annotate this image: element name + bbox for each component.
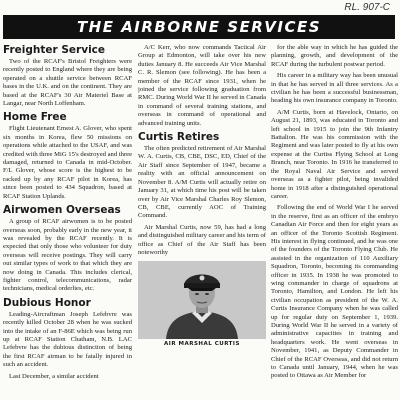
column-2 — [138, 44, 266, 400]
paragraph: Two of the RCAF's Bristol Freighters were recently posted to England where they are being operated on a shuttle service between RCAF bases in the U.K. and on the continent. They are based at the RCAF's 30 Air Materiel Base at Langar, near North Loffenham. — [3, 58, 132, 108]
portrait-illustration — [138, 261, 266, 339]
paragraph: Air Marshal Curtis, now 59, has had a long and distinguished military career and his term of office as Chief of the Air Staff has been noteworthy — [138, 223, 266, 256]
portrait-photo — [138, 261, 266, 339]
paragraph: A/M Curtis, born at Havelock, Ontario, on August 21, 1893, was educated in Toronto and left school in 1915 to join the 9th Infantry Battalion. He was his commission with the Regiment and was later posted to fly at his own expense at the Curtiss Flying School at Long Branch, near Toronto. In 1916 he transferred to the Royal Naval Air Service and served overseas as a fighter pilot, being invalided home in 1918 after a distinguished operational career. — [271, 108, 398, 200]
column-1 — [3, 44, 132, 400]
paragraph: His career in a military way has been unusual in that he has served in all three services. As a civilian he has been a successful businessman, heading his own insurance company in Toronto. — [271, 72, 398, 105]
handwritten-reference: RL. 907-C — [344, 2, 390, 13]
paragraph: Following the end of World War I he served in the reserve, first as an officer of the embryo Canadian Air Force and then for eight years as an officer of the Toronto Scottish Regiment. His interest in flying continued, and he was one of the founders of the Toronto Flying Club. He assisted in the organization of 110 Auxiliary Squadron, Toronto, becoming its commanding officer in 1935. In 1938 he was promoted to wing commander in charge of squadrons at Toronto, Hamilton, and London. He left his civilian occupation as president of the W. A. Curtis Insurance Company when he was called up for regular duty on September 1, 1939. During World War II he served in a variety of administrative capacities in training and headquarters work. He went overseas in November, 1941, as Deputy Commander in Chief of the RCAF Overseas, and did not return to Canada until January, 1944, when he was posted to Ottawa as Air Member for — [271, 204, 398, 380]
paragraph: A group of RCAF airwomen is to be posted overseas soon, probably early in the new year, it was revealed by the RCAF recently. It is expected that only those who volunteer for duty overseas will receive postings. They will carry out similar types of work to that which they are now doing in Canada. This includes clerical, fighter control, telecommunications, radar technicians, medical orderlies, etc. — [3, 218, 132, 293]
heading-airwomen-overseas: Airwomen Overseas — [3, 204, 121, 217]
heading-curtis-retires: Curtis Retires — [138, 131, 220, 144]
heading-home-free: Home Free — [3, 111, 67, 124]
paragraph: A/C Kerr, who now commands Tactical Air Group at Edmonton, will take over his new duties January 8. He succeeds Air Vice Marshal C. R. Slemon (see following). He has been a member of the RCAF since 1931, when he joined the service following graduation from RMC. During World War II he served in Canada in command of several training stations, and overseas in command of operational and advanced training units. — [138, 44, 266, 127]
paragraph: The often predicted retirement of Air Marshal W. A. Curtis, CB, CBE, DSC, ED, Chief of the Air Staff since September of 1947, became a reality with an official announcement on November 8. A/M Curtis will actually retire on January 31, at which time his post will be taken over by Air Vice Marshal Charles Roy Slemon, CB, CBE, currently AOC of Training Command. — [138, 145, 266, 220]
paragraph: Leading-Aircraftman Joseph Lefebvre was recently killed October 28 when he was sucked into the intake of an F-86E which was being run up at RCAF Station Chatham, N.B. LAC Lefebvre has the dubious distinction of being the first RCAF airman to be fatally injured in such an accident. — [3, 310, 132, 369]
heading-freighter-service: Freighter Service — [3, 44, 106, 56]
section-banner — [3, 15, 395, 39]
heading-dubious-honor: Dubious Honor — [3, 296, 91, 309]
column-3 — [271, 44, 398, 400]
paragraph: Last December, a similar accident — [9, 372, 99, 380]
paragraph: Flight Lieutenant Ernest A. Glover, who spent six months in Korea, flew 50 missions on operations while attached to the USAF, and was credited with three MiG 15's destroyed and three damaged, returned to Canada in mid-October. F/L Glover, whose score is the highest to be racked up by any RCAF pilot in Korea, has since been posted to 434 Squadron, based at RCAF Station Uplands. — [3, 125, 132, 200]
photo-caption: AIR MARSHAL CURTIS — [164, 341, 240, 348]
banner-title: THE AIRBORNE SERVICES — [76, 18, 322, 36]
paragraph: for the able way in which he has guided the planning, growth, and development of the RCAF during the turbulent postwar period. — [271, 44, 398, 68]
